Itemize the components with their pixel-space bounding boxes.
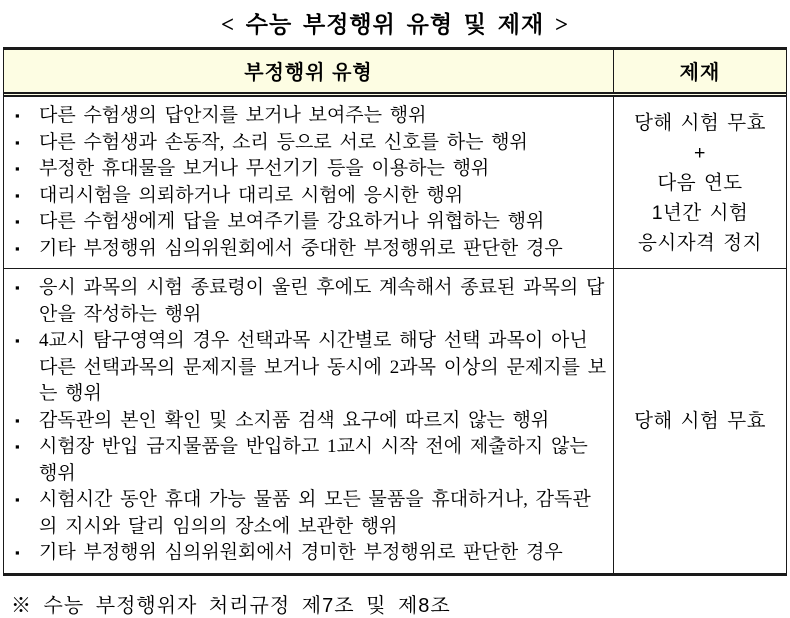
violation-item bbox=[15, 156, 607, 183]
table-row-major-violations bbox=[4, 97, 786, 268]
square-bullet-icon: ▪ bbox=[15, 492, 20, 507]
violation-item bbox=[15, 275, 607, 328]
square-bullet-icon: ▪ bbox=[15, 214, 20, 229]
square-bullet-icon: ▪ bbox=[15, 108, 20, 123]
header-cell-sanction: 제재 bbox=[679, 62, 721, 84]
page-title: < 수능 부정행위 유형 및 제재 > bbox=[220, 12, 570, 37]
square-bullet-icon: ▪ bbox=[15, 545, 20, 560]
header-cell-violation-type: 부정행위 유형 bbox=[4, 50, 614, 92]
square-bullet-icon: ▪ bbox=[15, 134, 20, 150]
square-bullet-icon: ▪ bbox=[15, 412, 20, 428]
sanction-line: 응시자격 정지 bbox=[638, 231, 762, 254]
violation-item bbox=[15, 103, 607, 130]
violation-item bbox=[15, 328, 607, 408]
sanction-cell bbox=[614, 97, 786, 268]
sanction-cell bbox=[614, 269, 786, 573]
violation-item bbox=[15, 540, 607, 567]
footnote: ※ 수능 부정행위자 처리규정 제7조 및 제8조 bbox=[11, 594, 451, 617]
sanction-line: 1년간 시험 bbox=[651, 201, 749, 224]
violation-item bbox=[15, 487, 607, 540]
table-header-row bbox=[4, 50, 786, 97]
violation-item bbox=[15, 209, 607, 236]
document-page bbox=[0, 6, 790, 617]
sanction-line: 당해 시험 무효 bbox=[634, 409, 766, 432]
violation-text: 다른 수험생의 답안지를 보거나 보여주는 행위 bbox=[39, 105, 427, 126]
violation-text: 4교시 탐구영역의 경우 선택과목 시간별로 해당 선택 과목이 아닌 다른 선택과목의 문제지를 보거나 동시에 2과목 이상의 문제지를 보는 행위 bbox=[39, 330, 607, 404]
violation-list bbox=[4, 269, 614, 573]
violation-item bbox=[15, 408, 607, 435]
violation-text: 대리시험을 의뢰하거나 대리로 시험에 응시한 행위 bbox=[39, 184, 464, 206]
violation-item bbox=[15, 434, 607, 487]
violation-text: 기타 부정행위 심의위원회에서 중대한 부정행위로 판단한 경우 bbox=[39, 237, 563, 259]
square-bullet-icon: ▪ bbox=[15, 439, 20, 454]
violation-text: 감독관의 본인 확인 및 소지품 검색 요구에 따르지 않는 행위 bbox=[39, 409, 550, 431]
sanction-line: 당해 시험 무효 bbox=[634, 111, 766, 134]
violation-text: 부정한 휴대물을 보거나 무선기기 등을 이용하는 행위 bbox=[39, 158, 490, 179]
sanction-line: + bbox=[694, 141, 706, 164]
violation-item bbox=[15, 130, 607, 157]
square-bullet-icon: ▪ bbox=[15, 187, 20, 203]
square-bullet-icon: ▪ bbox=[15, 333, 20, 348]
violations-table bbox=[3, 47, 787, 576]
violation-text: 기타 부정행위 심의위원회에서 경미한 부정행위로 판단한 경우 bbox=[39, 542, 563, 563]
violation-item bbox=[15, 236, 607, 263]
violation-text: 시험장 반입 금지물품을 반입하고 1교시 시작 전에 제출하지 않는 행위 bbox=[39, 436, 588, 484]
square-bullet-icon: ▪ bbox=[15, 161, 20, 176]
square-bullet-icon: ▪ bbox=[15, 240, 20, 256]
square-bullet-icon: ▪ bbox=[15, 280, 20, 295]
violation-item bbox=[15, 183, 607, 210]
violation-text: 시험시간 동안 휴대 가능 물품 외 모든 물품을 휴대하거나, 감독관의 지시와 달리 임의의 장소에 보관한 행위 bbox=[39, 489, 591, 537]
sanction-line: 다음 연도 bbox=[657, 171, 743, 194]
violation-text: 다른 수험생에게 답을 보여주기를 강요하거나 위협하는 행위 bbox=[39, 211, 545, 232]
violation-text: 응시 과목의 시험 종료령이 울린 후에도 계속해서 종료된 과목의 답안을 작성하는 행위 bbox=[39, 277, 605, 325]
violation-text: 다른 수험생과 손동작, 소리 등으로 서로 신호를 하는 행위 bbox=[39, 131, 528, 153]
table-row-minor-violations bbox=[4, 268, 786, 573]
violation-list bbox=[4, 97, 614, 268]
